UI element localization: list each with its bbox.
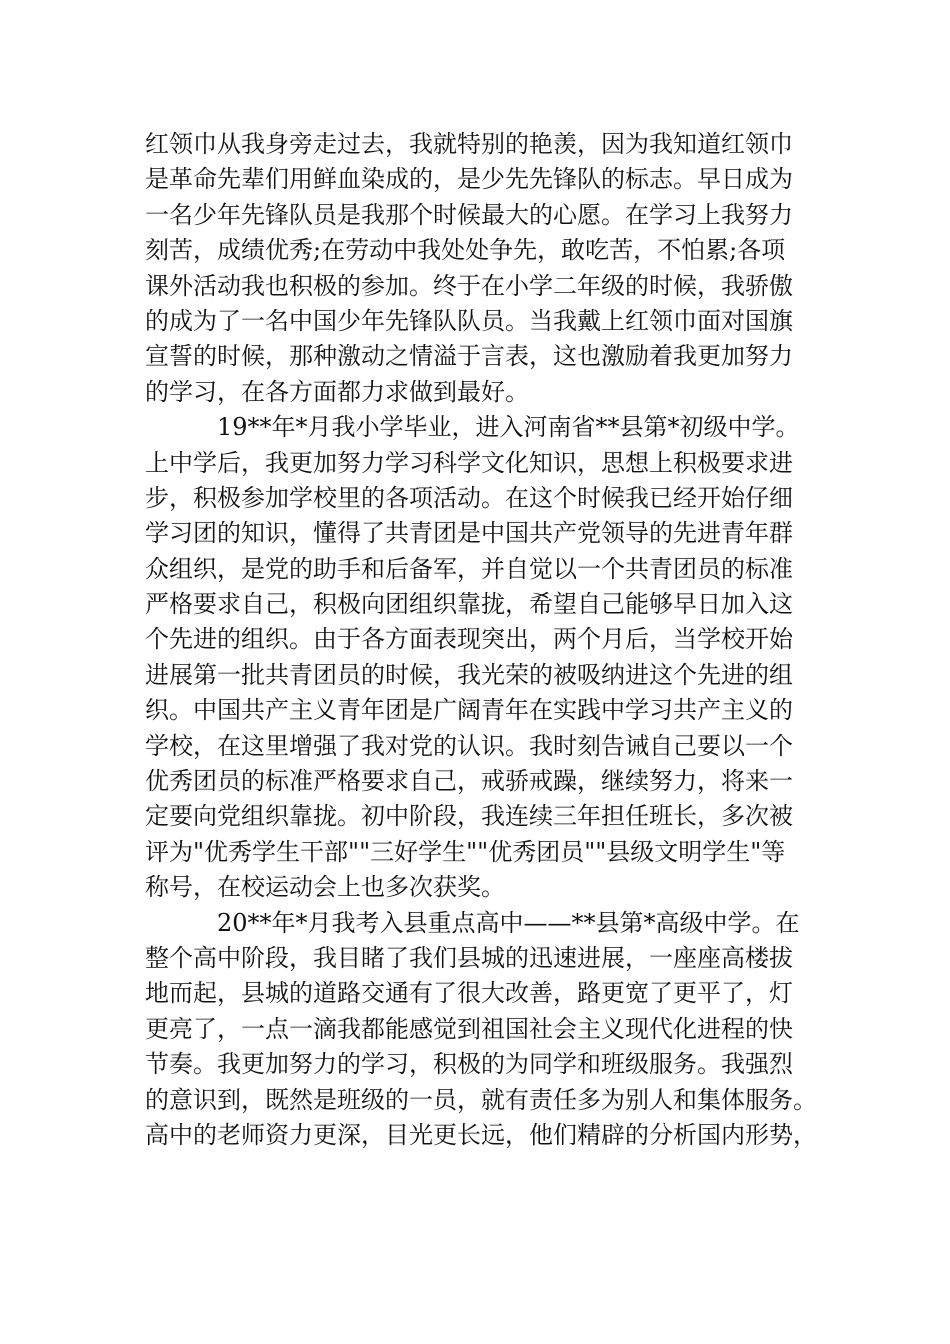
text-line: 定要向党组织靠拢。初中阶段，我连续三年担任班长，多次被 — [145, 802, 793, 831]
paragraph-start-line: 19**年*月我小学毕业，进入河南省**县第*初级中学。 — [217, 413, 800, 442]
text-line: 宣誓的时候，那种激动之情溢于言表，这也激励着我更加努力 — [145, 342, 793, 371]
text-line: 的意识到，既然是班级的一员，就有责任多为别人和集体服务。 — [145, 1085, 817, 1114]
text-line: 更亮了，一点一滴我都能感觉到祖国社会主义现代化进程的快 — [145, 1014, 793, 1043]
text-line: 严格要求自己，积极向团组织靠拢，希望自己能够早日加入这 — [145, 590, 793, 619]
text-line: 红领巾从我身旁走过去，我就特别的艳羡，因为我知道红领巾 — [145, 130, 793, 158]
text-line: 一名少年先锋队员是我那个时候最大的心愿。在学习上我努力 — [145, 200, 793, 229]
text-line: 个先进的组织。由于各方面表现突出，两个月后，当学校开始 — [145, 625, 793, 654]
text-line: 众组织，是党的助手和后备军，并自觉以一个共青团员的标准 — [145, 554, 793, 583]
text-line: 进展第一批共青团员的时候，我光荣的被吸纳进这个先进的组 — [145, 660, 793, 689]
text-line: 评为"优秀学生干部""三好学生""优秀团员""县级文明学生"等 — [145, 837, 786, 866]
text-line: 称号，在校运动会上也多次获奖。 — [145, 873, 505, 902]
text-line: 地而起，县城的道路交通有了很大改善，路更宽了更平了，灯 — [145, 979, 793, 1008]
text-line: 高中的老师资力更深，目光更长远，他们精辟的分析国内形势， — [145, 1120, 817, 1149]
text-line: 是革命先辈们用鲜血染成的，是少先先锋队的标志。早日成为 — [145, 165, 793, 194]
text-line: 节奏。我更加努力的学习，积极的为同学和班级服务。我强烈 — [145, 1050, 793, 1079]
paragraph-start-line: 20**年*月我考入县重点高中——**县第*高级中学。在 — [217, 908, 800, 937]
body-text — [145, 127, 817, 1153]
text-line: 上中学后，我更加努力学习科学文化知识，思想上积极要求进 — [145, 448, 793, 477]
text-line: 学校，在这里增强了我对党的认识。我时刻告诫自己要以一个 — [145, 731, 793, 760]
text-line: 课外活动我也积极的参加。终于在小学二年级的时候，我骄傲 — [145, 271, 793, 300]
text-line: 的成为了一名中国少年先锋队队员。当我戴上红领巾面对国旗 — [145, 306, 793, 335]
text-line: 优秀团员的标准严格要求自己，戒骄戒躁，继续努力，将来一 — [145, 767, 793, 796]
text-line: 刻苦，成绩优秀;在劳动中我处处争先，敢吃苦，不怕累;各项 — [145, 236, 786, 265]
text-line: 织。中国共产主义青年团是广阔青年在实践中学习共产主义的 — [145, 696, 793, 725]
text-line: 步，积极参加学校里的各项活动。在这个时候我已经开始仔细 — [145, 483, 793, 512]
text-line: 学习团的知识，懂得了共青团是中国共产党领导的先进青年群 — [145, 519, 793, 548]
text-line: 整个高中阶段，我目睹了我们县城的迅速进展，一座座高楼拔 — [145, 943, 793, 972]
text-line: 的学习，在各方面都力求做到最好。 — [145, 377, 529, 406]
